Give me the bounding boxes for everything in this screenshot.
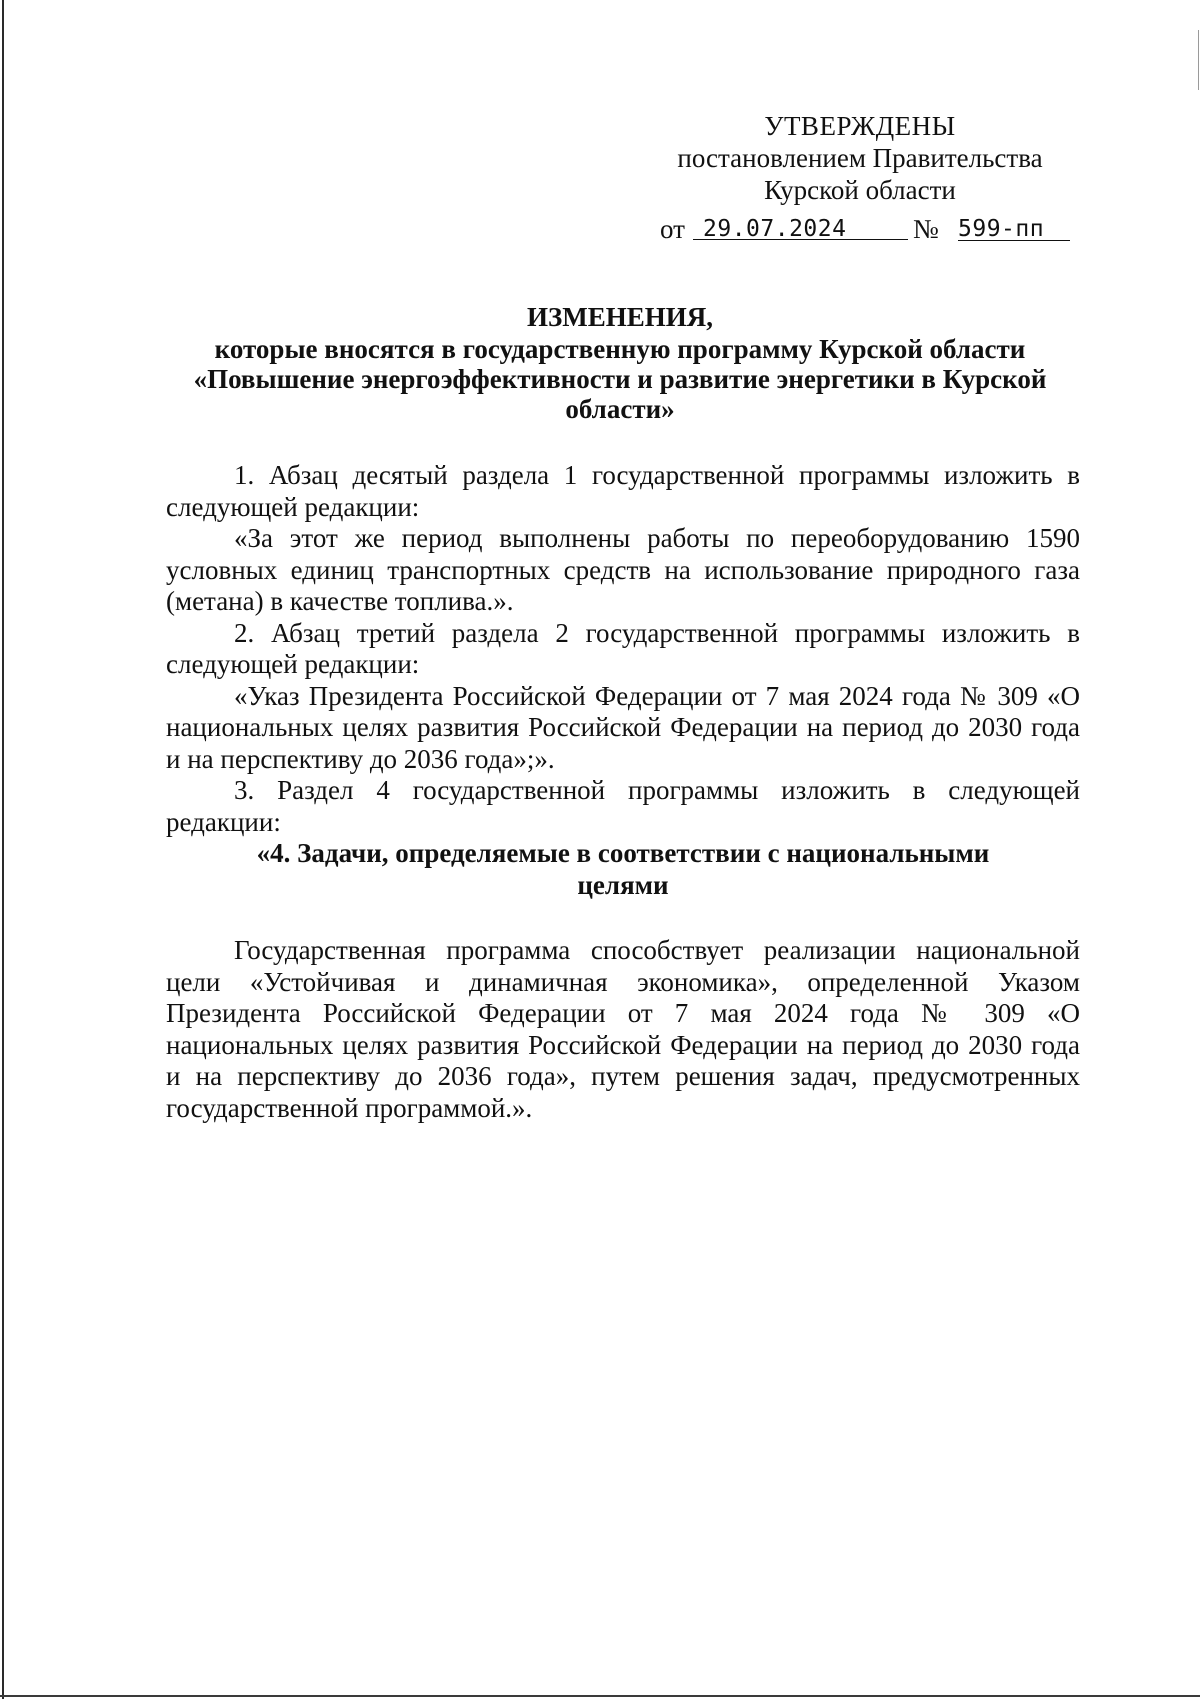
date-prefix: от [660,214,685,244]
section-heading: «4. Задачи, определяемые в соответствии с национальными целями [256,838,990,900]
scan-edge-left [2,0,4,1699]
paragraph-4: «Указ Президента Российской Федерации от 7 мая 2024 года № 309 «О национальных целях развития Российской Федерации на период до 2030 года и на перспективу до 2036 года»;». [166,680,1080,774]
heading-title: ИЗМЕНЕНИЯ, [526,302,713,332]
approval-date: 29.07.2024 [693,213,908,240]
approval-line-2: Курской области [764,175,956,205]
paragraph-2: «За этот же период выполнены работы по переоборудованию 1590 условных единиц транспортных средств на использование природного газа (метана) в качестве топлива.». [166,523,1080,616]
scan-edge-right [1198,30,1199,90]
paragraph-6: Государственная программа способствует реализации национальной цели «Устойчивая и динамичная экономика», определенной Указом Президента Российской Федерации от 7 мая 2024 года № 309 «О национальных целях развития Российской Федерации на период до 2030 года и на перспективу до 2036 года», путем решения задач, предусмотренных государственной программой.». [166,935,1080,1123]
document-heading [160,300,1080,424]
paragraph-1: 1. Абзац десятый раздела 1 государственной программы изложить в следующей редакции: [166,460,1080,522]
section-spacer [166,901,1080,935]
approval-line-1: постановлением Правительства [677,143,1043,173]
paragraph-5: 3. Раздел 4 государственной программы изложить в следующей редакции: [166,775,1080,837]
approval-date-line [660,213,1070,247]
approval-number: 599-пп [958,213,1070,241]
scan-edge-bottom [0,1695,1200,1697]
paragraph-3: 2. Абзац третий раздела 2 государственной программы изложить в следующей редакции: [166,617,1080,679]
document-body [166,460,1080,1124]
approval-title: УТВЕРЖДЕНЫ [764,111,956,141]
number-label: № [913,214,939,244]
approval-block [650,110,1070,206]
heading-subtitle: которые вносятся в государственную программу Курской области «Повышение энергоэффективности и развитие энергетики в Курской области» [193,334,1047,424]
